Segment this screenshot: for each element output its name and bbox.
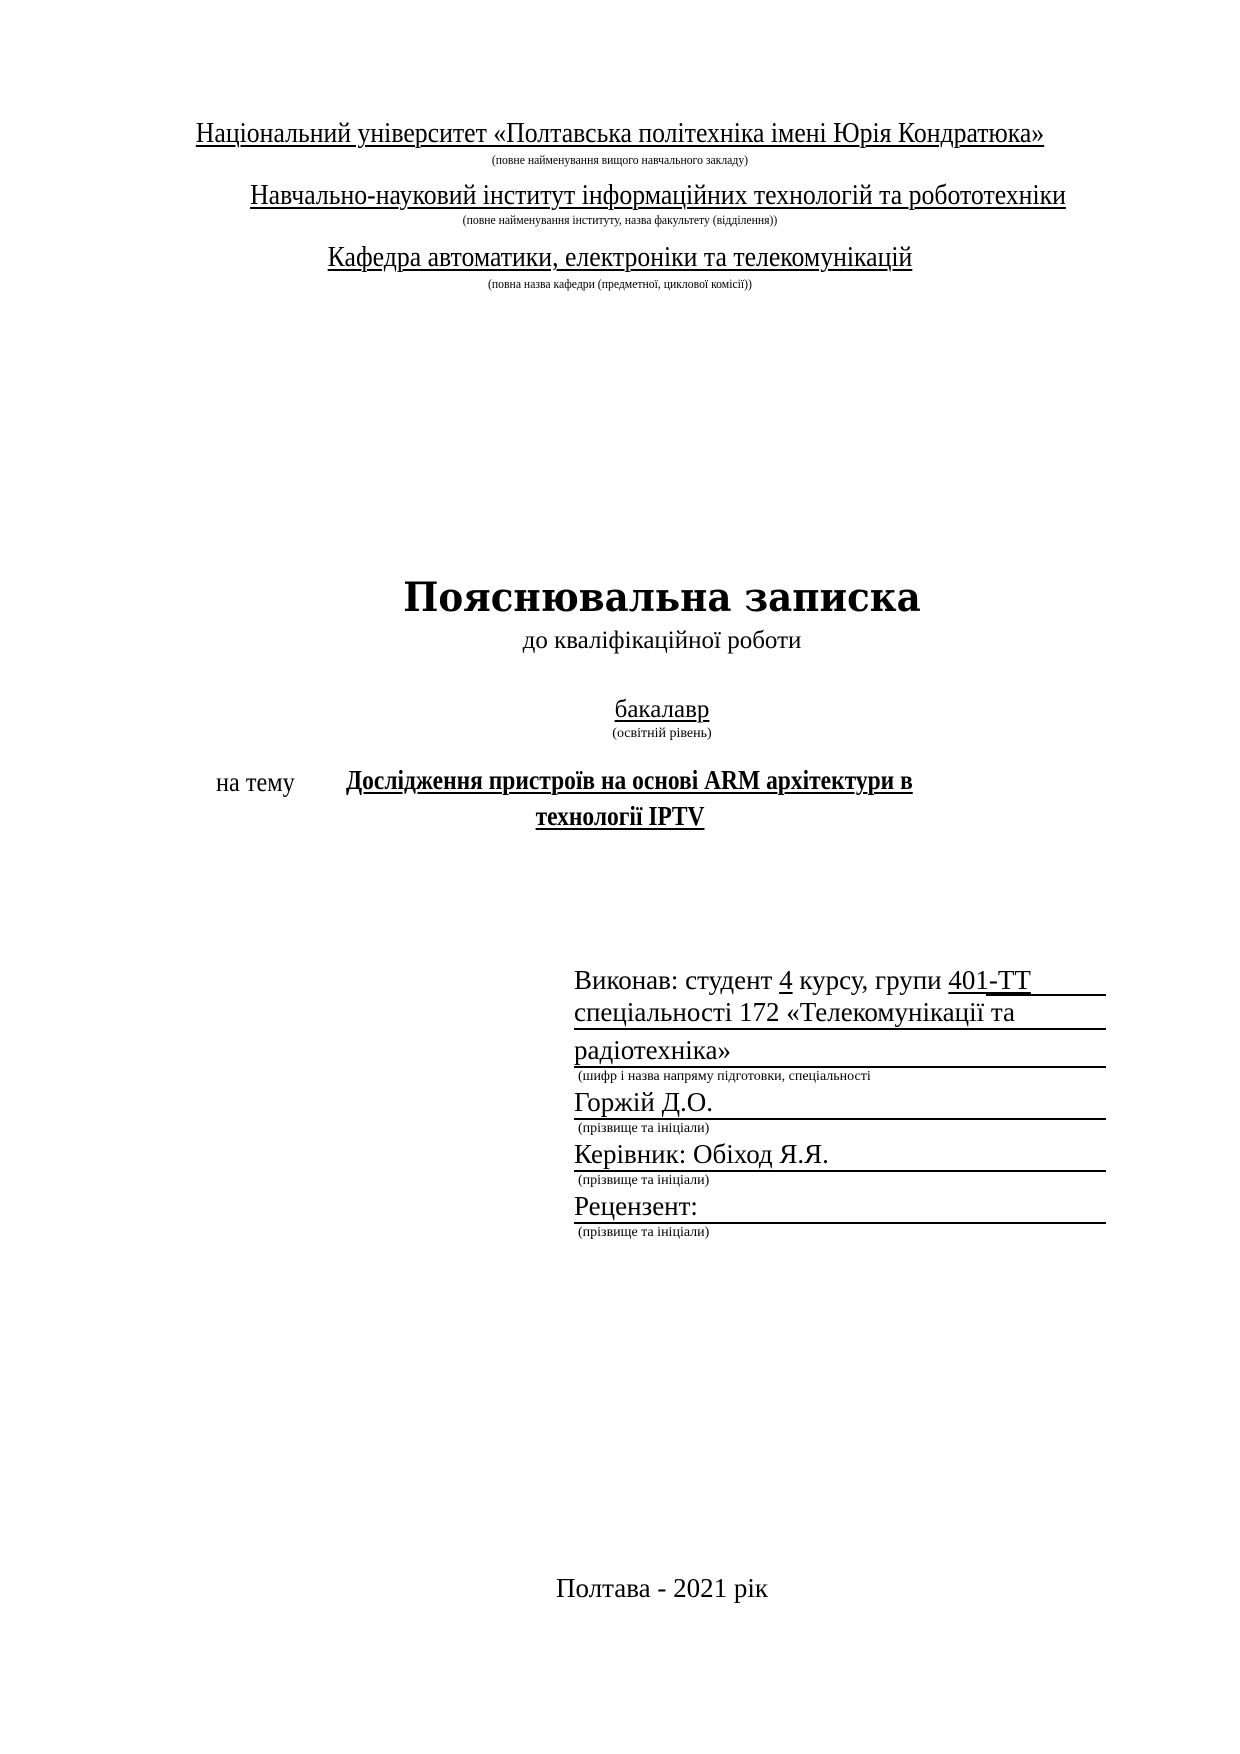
department-block (0, 242, 1240, 274)
reviewer-note: (прізвище та ініціали) (578, 1225, 710, 1240)
specialty-line-1 (574, 996, 1106, 1030)
level-note-wrap (42, 724, 1240, 742)
subtitle-wrap (42, 626, 1240, 656)
supervisor-line (574, 1138, 1106, 1172)
department-note: (повна назва кафедри (предметної, циклової комісії)) (488, 276, 752, 291)
university-note-wrap (0, 152, 1240, 167)
university-name: Національний університет «Полтавська політехніка імені Юрія Кондратюка» (195, 118, 1045, 149)
student-name-note: (прізвище та ініціали) (578, 1121, 710, 1136)
document-subtitle: до кваліфікаційної роботи (522, 627, 802, 654)
performer-prefix: Виконав: студент (574, 965, 780, 995)
institute-note: (повне найменування інституту, назва факультету (відділення)) (462, 212, 778, 227)
student-name-line (574, 1086, 1106, 1120)
specialty-line-2 (574, 1034, 1106, 1068)
institute-note-wrap (0, 212, 1240, 227)
title-wrap (42, 574, 1240, 622)
supervisor-name: Керівник: Обіход Я.Я. (574, 1139, 829, 1169)
student-name: Горжій Д.О. (574, 1087, 714, 1117)
topic-title-line-2-wrap (0, 800, 1240, 832)
institute-name: Навчально-науковий інститут інформаційних технологій та робототехніки (250, 180, 1066, 211)
topic-title-line-2: технології IPTV (535, 801, 705, 831)
university-block (0, 118, 1240, 150)
footer-wrap (42, 1572, 1240, 1604)
department-name: Кафедра автоматики, електроніки та телекомунікацій (327, 242, 913, 273)
student-info-block (574, 964, 1106, 1242)
education-level-note: (освітній рівень) (612, 726, 712, 741)
institute-block (38, 180, 1240, 212)
specialty-text-1: спеціальності 172 «Телекомунікації та (574, 997, 1015, 1027)
university-note: (повне найменування вищого навчального закладу) (491, 152, 749, 167)
specialty-note: (шифр і назва напряму підготовки, спеціальності (578, 1069, 871, 1084)
performer-line (574, 964, 1106, 996)
course-number: 4 (779, 965, 793, 995)
group-code: 401-ТТ (948, 965, 1031, 995)
reviewer-line (574, 1190, 1106, 1224)
reviewer-label: Рецензент: (574, 1191, 698, 1221)
course-suffix: курсу, групи (792, 965, 949, 995)
topic-title-line-1: Дослідження пристроїв на основі ARM архітектури в (346, 765, 913, 795)
department-note-wrap (0, 276, 1240, 291)
topic-label: на тему (216, 767, 295, 797)
city-year: Полтава - 2021 рік (556, 1573, 768, 1603)
document-title: Пояснювальна записка (403, 574, 921, 621)
education-level: бакалавр (614, 696, 710, 723)
specialty-text-2: радіотехніка» (574, 1035, 731, 1065)
supervisor-note: (прізвище та ініціали) (578, 1173, 710, 1188)
level-wrap (42, 696, 1240, 724)
